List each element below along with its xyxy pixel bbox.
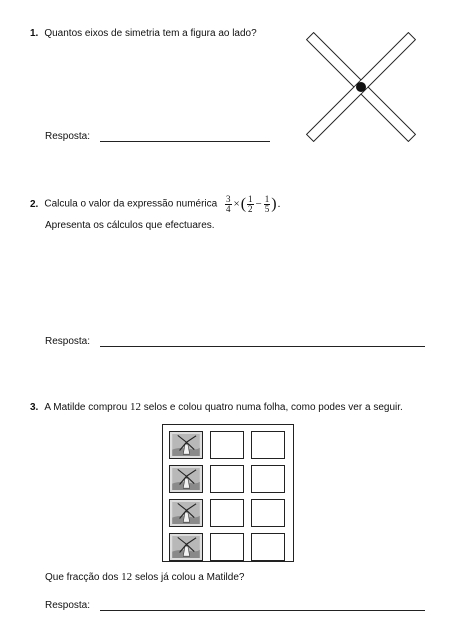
question-2-number: 2. [30,198,39,210]
stamp-pasted [169,465,203,493]
minus-sign: − [255,198,262,210]
fraction-one-half: $\frac{1}{2}$ [248,193,253,214]
question-2-answer-label: Resposta: [45,336,91,347]
stamp-slot-empty [210,431,244,459]
stamp-sheet [162,424,294,562]
question-3-prompt [45,571,244,584]
close-paren: ) [271,195,277,212]
stamp-pasted [169,499,203,527]
question-3-count: 12 [129,401,141,413]
question-1-answer-label: Resposta: [45,131,91,142]
question-3-prompt-count: 12 [121,571,133,583]
question-3-text-before: A Matilde comprou [44,402,128,413]
question-2-instruction: Apresenta os cálculos que efectuares. [45,220,215,231]
expression-period: . [277,198,281,210]
question-1-number: 1. [30,28,39,39]
stamp-pasted [169,533,203,561]
open-paren: ( [240,195,247,212]
fraction-three-quarters: $\frac{3}{4}$ [226,193,231,214]
symmetry-figure [306,32,416,142]
fraction-one-fifth: $\frac{1}{5}$ [264,193,270,214]
windmill-icon [172,434,200,456]
question-1-answer-line[interactable] [100,141,270,142]
stamp-slot-empty [251,465,285,493]
times-sign: × [233,198,240,210]
stamp-slot-empty [251,533,285,561]
question-2-answer-line[interactable] [100,346,425,347]
stamp-slot-empty [210,465,244,493]
question-3-prompt-before: Que fracção dos [45,572,119,583]
windmill-icon [172,468,200,490]
question-3-number: 3. [30,402,39,413]
question-3 [30,401,403,414]
question-3-prompt-after: selos já colou a Matilde? [134,572,245,583]
stamp-slot-empty [251,431,285,459]
question-1 [30,28,257,40]
stamp-slot-empty [251,499,285,527]
question-3-text-after: selos e colou quatro numa folha, como podes ver a seguir. [143,402,403,413]
stamp-pasted [169,431,203,459]
question-2 [30,193,281,216]
question-3-answer-line[interactable] [100,610,425,611]
windmill-icon [172,536,200,558]
question-3-answer-label: Resposta: [45,600,91,611]
stamp-slot-empty [210,533,244,561]
windmill-icon [172,502,200,524]
figure-center-dot [356,82,366,92]
numeric-expression [224,193,281,214]
stamp-slot-empty [210,499,244,527]
question-2-text: Calcula o valor da expressão numérica [44,198,218,210]
question-1-text: Quantos eixos de simetria tem a figura ao lado? [44,28,257,39]
